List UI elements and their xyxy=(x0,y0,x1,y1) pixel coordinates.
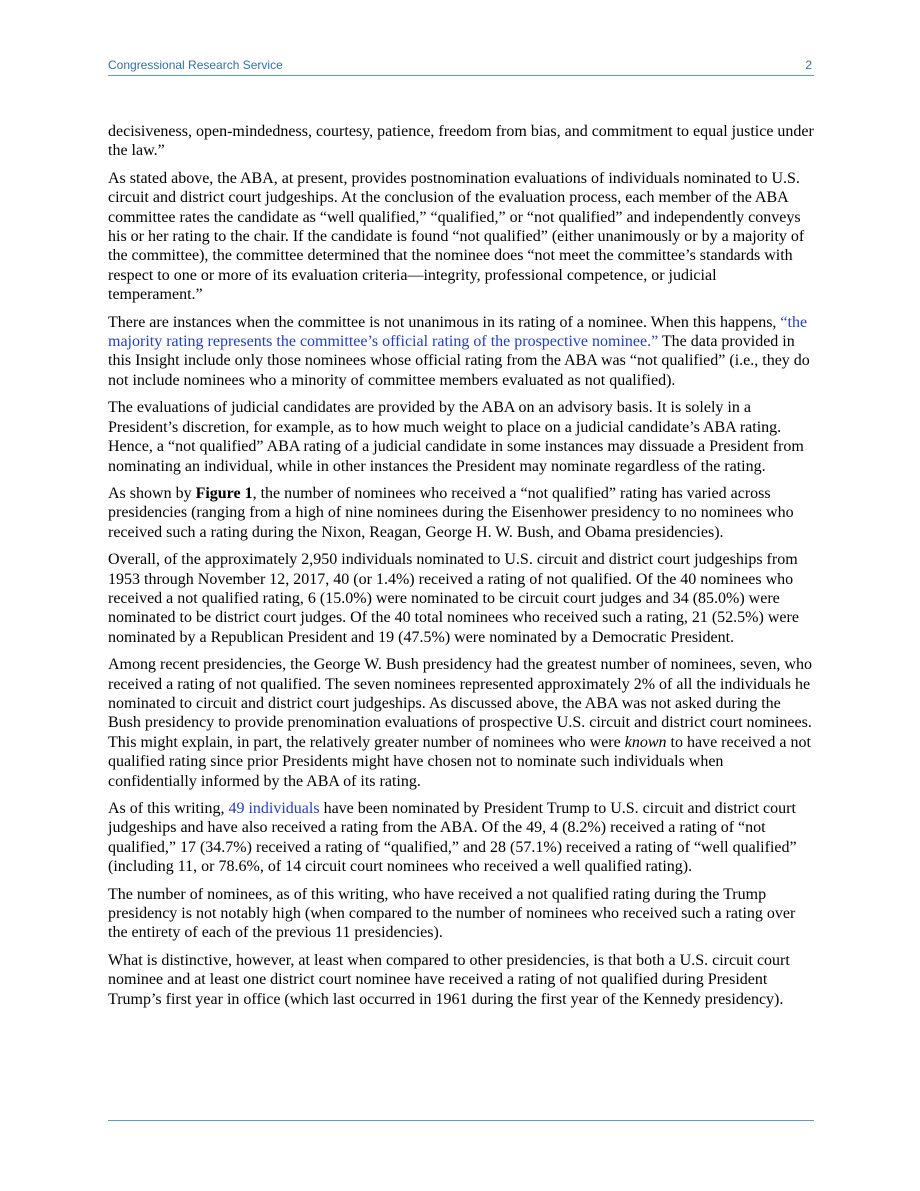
paragraph-7-start: Among recent presidencies, the George W. Bush presidency had the greatest number of nominees, seven, who received a rating of not qualified. The seven nominees represented approximately 2% of all the individuals he nominated to circuit and district court judgeships. As discussed above, the ABA was not asked during the Bush presidency to provide prenomination evaluations of prospective U.S. circuit and district court nominees. This might explain, in part, the relatively greater number of nominees who were xyxy=(108,656,812,751)
paragraph-4: The evaluations of judicial candidates are provided by the ABA on an advisory basis. It is solely in a President’s discretion, for example, as to how much weight to place on a judicial candidate’s ABA rating. Hence, a “not qualified” ABA rating of a judicial candidate in some instances may dissuade a President from nominating an individual, while in other instances the President may nominate regardless of the rating. xyxy=(108,399,804,475)
paragraph-8 xyxy=(108,799,814,877)
paragraph-5-start: As shown by xyxy=(108,484,196,502)
paragraph-2: As stated above, the ABA, at present, provides postnomination evaluations of individuals nominated to U.S. circuit and district court judgeships. At the conclusion of the evaluation process, each member of the ABA committee rates the candidate as “well qualified,” “qualified,” or “not qualified” and independently conveys his or her rating to the chair. If the candidate is found “not qualified” (either unanimously or by a majority of the committee), the committee determined that the nominee does “not meet the committee’s standards with respect to one or more of its evaluation criteria—integrity, professional competence, or judicial temperament.” xyxy=(108,169,805,304)
paragraph-3-start: There are instances when the committee is not unanimous in its rating of a nominee. When this happens, xyxy=(108,313,781,331)
paragraph-8-end: have been nominated by President Trump to U.S. circuit and district court judgeships and have also received a rating from the ABA. Of the 49, 4 (8.2%) received a rating of “not qualified,” 17 (34.7%) received a rating of “qualified,” and 28 (57.1%) received a rating of “well qualified” (including 11, or 78.6%, of 14 circuit court nominees who received a well qualified rating). xyxy=(108,800,797,876)
paragraph-3 xyxy=(108,313,814,391)
paragraph-6: Overall, of the approximately 2,950 individuals nominated to U.S. circuit and district court judgeships from 1953 through November 12, 2017, 40 (or 1.4%) received a rating of not qualified. Of the 40 nominees who received a not qualified rating, 6 (15.0%) were nominated to be circuit court judges and 34 (85.0%) were nominated to be district court judges. Of the 40 total nominees who received such a rating, 21 (52.5%) were nominated by a Republican President and 19 (47.5%) were nominated by a Democratic President. xyxy=(108,551,799,646)
paragraph-9: The number of nominees, as of this writing, who have received a not qualified rating during the Trump presidency is not notably high (when compared to the number of nominees who received such a rating over the entirety of each of the previous 11 presidencies). xyxy=(108,885,796,942)
paragraph-10: What is distinctive, however, at least when compared to other presidencies, is that both a U.S. circuit court nominee and at least one district court nominee have received a rating of not qualified during President Trump’s first year in office (which last occurred in 1961 during the first year of the Kennedy presidency). xyxy=(108,951,790,1008)
majority-rating-link[interactable]: “the majority rating represents the committee’s official rating of the prospective nominee.” xyxy=(108,313,808,351)
header-source: Congressional Research Service xyxy=(108,58,283,72)
paragraph-7-end: to have received a not qualified rating since prior Presidents might have chosen not to nominate such individuals when confidentially informed by the ABA of its rating. xyxy=(108,733,811,790)
paragraph-5 xyxy=(108,484,814,542)
page-header xyxy=(108,57,814,76)
paragraph-1: decisiveness, open-mindedness, courtesy, patience, freedom from bias, and commitment to equal justice under the law.” xyxy=(108,123,814,160)
document-body xyxy=(108,122,814,1017)
figure-1-reference: Figure 1 xyxy=(195,484,253,502)
paragraph-7 xyxy=(108,655,814,791)
paragraph-3-end: The data provided in this Insight include only those nominees whose official rating from the ABA was “not qualified” (i.e., they do not include nominees who a minority of committee members evaluated as not qualified). xyxy=(108,333,810,389)
49-individuals-link[interactable]: 49 individuals xyxy=(228,800,320,817)
footer-divider xyxy=(108,1120,814,1121)
paragraph-8-start: As of this writing, xyxy=(108,800,229,817)
paragraph-5-end: , the number of nominees who received a “not qualified” rating has varied across presidencies (ranging from a high of nine nominees during the Eisenhower presidency to no nominees who received such a rating during the Nixon, Reagan, George H. W. Bush, and Obama presidencies). xyxy=(108,484,794,541)
page-number: 2 xyxy=(805,58,812,72)
emphasis-known: known xyxy=(624,733,667,751)
